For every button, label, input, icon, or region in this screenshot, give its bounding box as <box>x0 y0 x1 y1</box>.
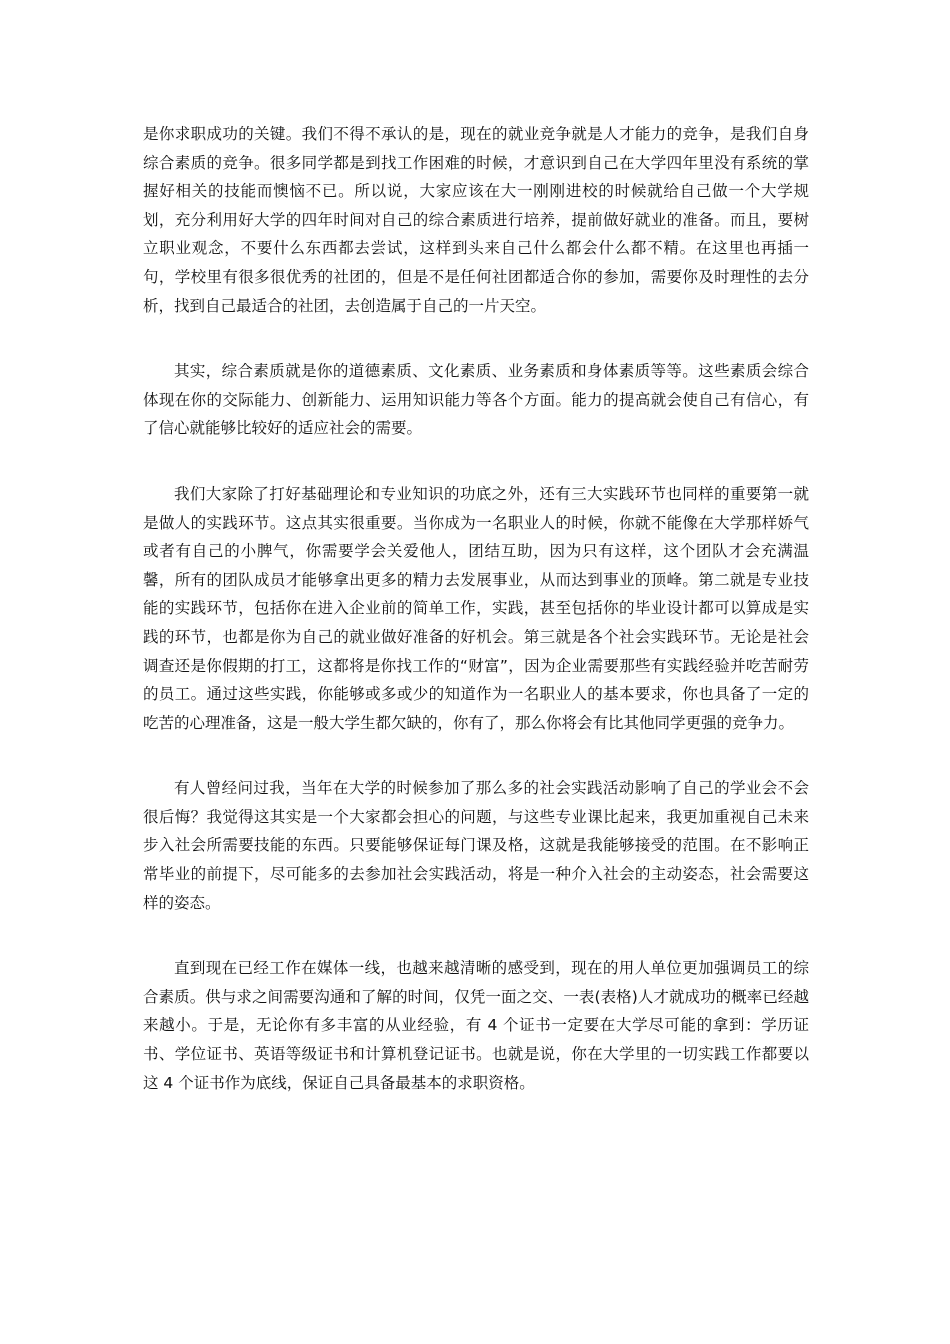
paragraph-5: 直到现在已经工作在媒体一线，也越来越清晰的感受到，现在的用人单位更加强调员工的综合素质。供与求之间需要沟通和了解的时间，仅凭一面之交、一表(表格)人才就成功的概率已经越来越小。于是，无论你有多丰富的从业经验，有 4 个证书一定要在大学尽可能的拿到：学历证书、学位证书、英语等级证书和计算机登记证书。也就是说，你在大学里的一切实践工作都要以这 4 个证书作为底线，保证自己具备最基本的求职资格。 <box>143 959 809 1092</box>
document-body <box>143 120 809 1097</box>
paragraph-2: 其实，综合素质就是你的道德素质、文化素质、业务素质和身体素质等等。这些素质会综合体现在你的交际能力、创新能力、运用知识能力等各个方面。能力的提高就会使自己有信心，有了信心就能够比较好的适应社会的需要。 <box>143 362 809 438</box>
paragraph-3: 我们大家除了打好基础理论和专业知识的功底之外，还有三大实践环节也同样的重要第一就是做人的实践环节。这点其实很重要。当你成为一名职业人的时候，你就不能像在大学那样娇气或者有自己的小脾气，你需要学会关爱他人，团结互助，因为只有这样，这个团队才会充满温馨，所有的团队成员才能够拿出更多的精力去发展事业，从而达到事业的顶峰。第二就是专业技能的实践环节，包括你在进入企业前的简单工作，实践，甚至包括你的毕业设计都可以算成是实践的环节，也都是你为自己的就业做好准备的好机会。第三就是各个社会实践环节。无论是社会调查还是你假期的打工，这都将是你找工作的“财富”，因为企业需要那些有实践经验并吃苦耐劳的员工。通过这些实践，你能够或多或少的知道作为一名职业人的基本要求，你也具备了一定的吃苦的心理准备，这是一般大学生都欠缺的，你有了，那么你将会有比其他同学更强的竞争力。 <box>143 484 809 732</box>
paragraph-1: 是你求职成功的关键。我们不得不承认的是，现在的就业竞争就是人才能力的竞争，是我们自身综合素质的竞争。很多同学都是到找工作困难的时候，才意识到自己在大学四年里没有系统的掌握好相关的技能而懊恼不已。所以说，大家应该在大一刚刚进校的时候就给自己做一个大学规划，充分利用好大学的四年时间对自己的综合素质进行培养，提前做好就业的准备。而且，要树立职业观念，不要什么东西都去尝试，这样到头来自己什么都会什么都不精。在这里也再插一句，学校里有很多很优秀的社团的，但是不是任何社团都适合你的参加，需要你及时理性的去分析，找到自己最适合的社团，去创造属于自己的一片天空。 <box>143 125 809 315</box>
paragraph-4: 有人曾经问过我，当年在大学的时候参加了那么多的社会实践活动影响了自己的学业会不会很后悔？我觉得这其实是一个大家都会担心的问题，与这些专业课比起来，我更加重视自己未来步入社会所需要技能的东西。只要能够保证每门课及格，这就是我能够接受的范围。在不影响正常毕业的前提下，尽可能多的去参加社会实践活动，将是一种介入社会的主动姿态，社会需要这样的姿态。 <box>143 779 809 912</box>
